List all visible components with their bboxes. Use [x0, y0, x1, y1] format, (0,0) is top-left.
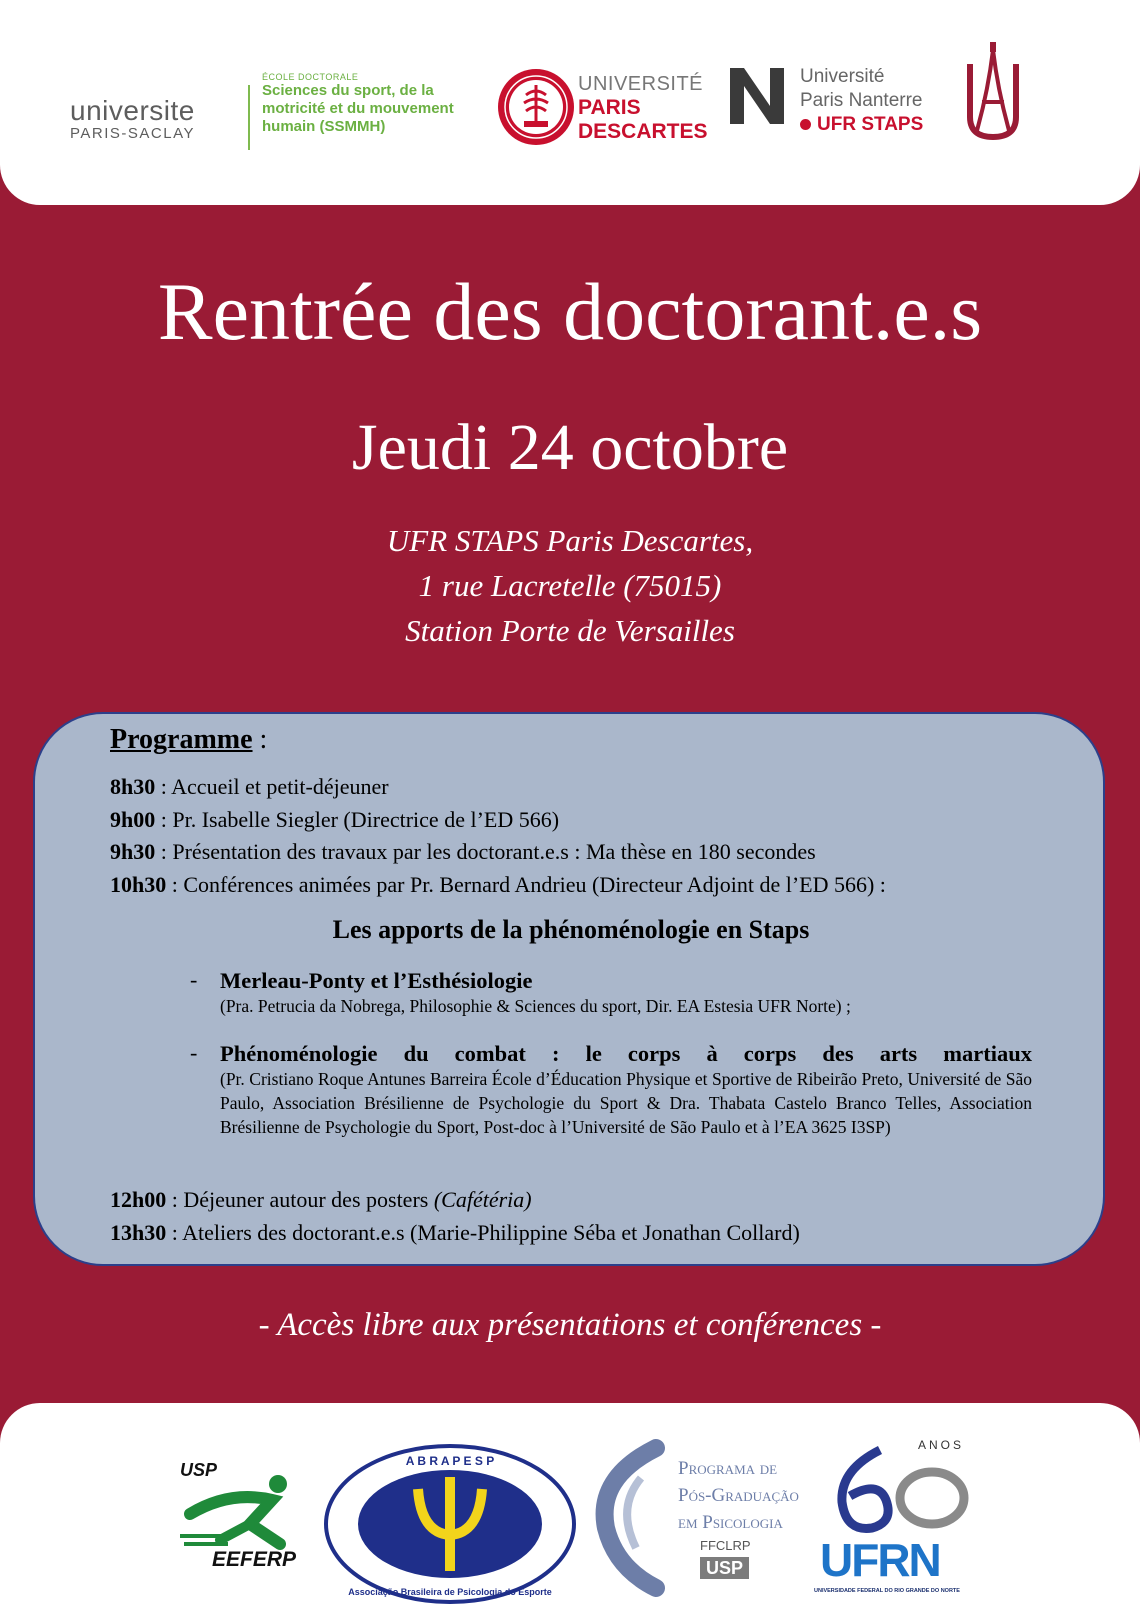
ffclrp-label: FFCLRP	[700, 1538, 751, 1553]
svg-text:Associação Brasileira de Psico: Associação Brasileira de Psicologia do Esporte	[348, 1587, 552, 1597]
ecole-doctorale-logo: ÉCOLE DOCTORALE Sciences du sport, de la motricité et du mouvement humain (SSMMH)	[262, 72, 454, 135]
eeferp-label: EEFERP	[212, 1548, 297, 1571]
talk-details: (Pr. Cristiano Roque Antunes Barreira École d’Éducation Physique et Sportive de Ribeirão Preto, Université de São Paulo, Association Brésilienne de Psychologie du Sport & Dra. Thabata Castelo Branco Telles, Association Brésilienne de Psychologie du Sport, Post-doc à l’Université de São Paulo et à l’EA 3625 I3SP)	[220, 1069, 1032, 1137]
svg-text:A B R A P E S P: A B R A P E S P	[405, 1454, 495, 1468]
psicologia-swirl-icon	[586, 1438, 676, 1598]
programme-heading: Programme :	[110, 724, 268, 755]
ufrn-wordmark: UFRN	[820, 1534, 940, 1586]
paris-descartes-wordmark: UNIVERSITÉ PARIS DESCARTES	[578, 73, 708, 143]
morning-schedule	[110, 771, 886, 901]
paris-descartes-seal-icon	[496, 67, 576, 147]
talk-details: (Pra. Petrucia da Nobrega, Philosophie & Sciences du sport, Dir. EA Estesia UFR Norte) ;	[220, 996, 851, 1016]
logo-divider	[248, 85, 250, 150]
usp-badge: USP	[700, 1557, 749, 1579]
schedule-item: 13h30 : Ateliers des doctorant.e.s (Marie-Philippine Séba et Jonathan Collard)	[110, 1220, 800, 1245]
schedule-item: 9h30 : Présentation des travaux par les doctorant.e.s : Ma thèse en 180 secondes	[110, 839, 816, 864]
talk-title: Merleau-Ponty et l’Esthésiologie	[220, 968, 533, 993]
paris-nanterre-wordmark: Université Paris Nanterre UFR STAPS	[800, 66, 924, 135]
schedule-item: 8h30 : Accueil et petit-déjeuner	[110, 774, 389, 799]
abrapesp-emblem-icon	[323, 1443, 578, 1605]
paris-nanterre-mark-icon	[730, 68, 790, 124]
ppg-psicologia-wordmark: Programa de Pós-Graduação em Psicologia	[678, 1458, 799, 1533]
schedule-item: 9h00 : Pr. Isabelle Siegler (Directrice de l’ED 566)	[110, 806, 560, 832]
event-date: Jeudi 24 octobre	[351, 411, 789, 484]
universite-de-paris-tower-icon	[958, 42, 1028, 142]
address-line: 1 rue Lacretelle (75015)	[418, 568, 722, 603]
event-address	[0, 518, 1140, 653]
conference-subtitle: Les apports de la phénoménologie en Staps	[332, 915, 810, 944]
red-dot-icon	[800, 119, 811, 130]
schedule-item: 12h00 : Déjeuner autour des posters (Cafétéria)	[110, 1187, 532, 1212]
ufrn-anos-label: ANOS	[918, 1438, 965, 1452]
free-access-note: - Accès libre aux présentations et conférences -	[258, 1307, 882, 1343]
talk-title: Phénoménologie du combat : le corps à corps des arts martiaux	[220, 1041, 1032, 1066]
ufrn-subtitle: UNIVERSIDADE FEDERAL DO RIO GRANDE DO NORTE	[814, 1588, 960, 1594]
ufrn-60-anos-icon	[820, 1440, 975, 1540]
schedule-item: 10h30 : Conférences animées par Pr. Bernard Andrieu (Directeur Adjoint de l’ED 566) :	[110, 871, 886, 897]
address-line: Station Porte de Versailles	[405, 613, 735, 648]
afternoon-schedule	[110, 1183, 800, 1249]
event-title: Rentrée des doctorant.e.s	[157, 266, 983, 357]
universite-paris-saclay-logo: universite PARIS-SACLAY	[70, 95, 195, 142]
programme-box: Programme : 8h30 : Accueil et petit-déjeuner 9h00 : Pr. Isabelle Siegler (Directrice de l’ED 566) 9h30 : Présentation des travaux par les doctorant.e.s : Ma thèse en 180 secondes 10h30 : Conférences animées par Pr. Bernard Andrieu (Directeur Adjoint de l’ED 566) : Les apports de la phénoménologie en Staps - Merleau-Ponty et l’Esthésiologie (Pra. Petrucia da Nobrega, Philosophie & Sciences du sport, Dir. EA Estesia UFR Norte) ; - Phénoménologie du combat : le corps à corps des arts martiaux (Pr. Cristiano Roque Antunes Barreira École d’Éducation Physique et Sportive de Ribeirão Preto, Université de São Paulo, Association Brésilienne de Psychologie du Sport & Dra. Thabata Castelo Branco Telles, Association Brésilienne de Psychologie du Sport, Post-doc à l’Université de São Paulo et à l’EA 3625 I3SP) 12h00 : Déjeuner autour des posters (Cafétéria) 13h30 : Ateliers des doctorant.e.s (Marie-Philippine Séba et Jonathan Collard)	[33, 712, 1105, 1266]
address-line: UFR STAPS Paris Descartes,	[386, 523, 754, 558]
usp-label: USP	[180, 1460, 218, 1480]
